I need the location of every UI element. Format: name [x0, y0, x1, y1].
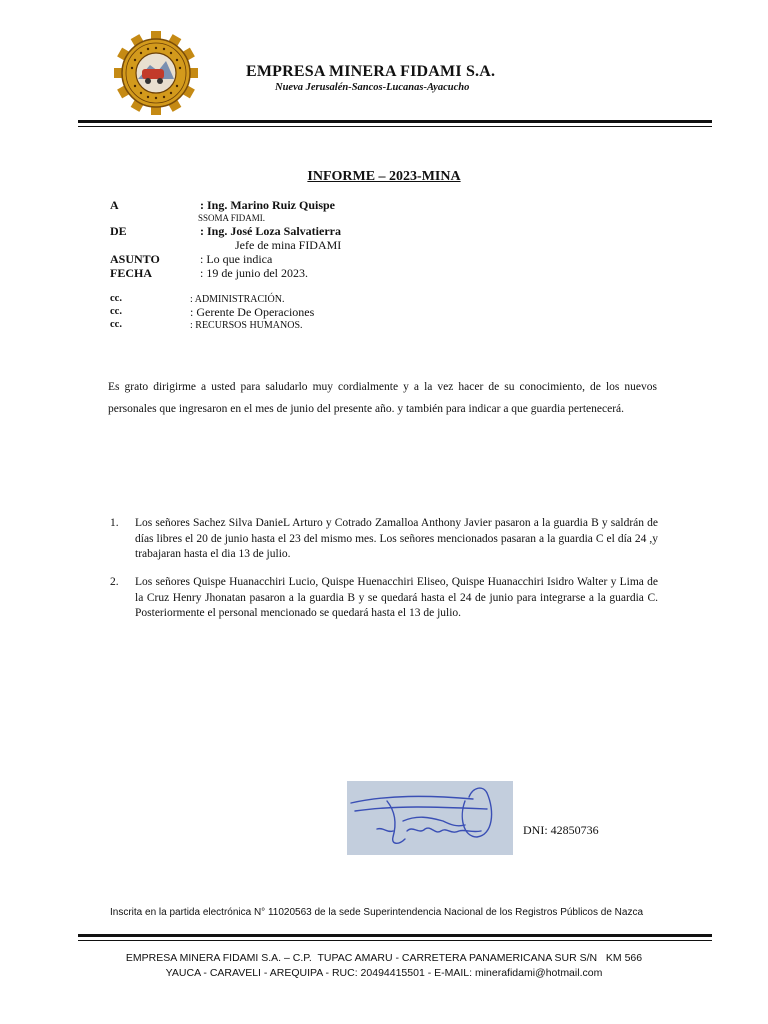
list-item-number: 1. — [110, 517, 119, 529]
field-label-to: A — [110, 198, 119, 212]
footer-address-line: EMPRESA MINERA FIDAMI S.A. – C.P. TUPAC AMARU - CARRETERA PANAMERICANA SUR S/N KM 566 — [125, 952, 643, 964]
list-item — [110, 575, 660, 640]
field-sub-to: SSOMA FIDAMI. — [198, 213, 266, 223]
field-value-to: : Ing. Marino Ruiz Quispe — [200, 198, 336, 212]
header-rule-thick — [78, 120, 712, 123]
signature-image — [347, 781, 513, 855]
footer-rule-thin — [78, 940, 712, 941]
field-label-subject: ASUNTO — [110, 252, 160, 266]
field-label-from: DE — [110, 224, 127, 238]
list-item-number: 2. — [110, 576, 119, 588]
cc-value-operations: : Gerente De Operaciones — [190, 305, 315, 319]
footer-rule-thick — [78, 934, 712, 937]
field-sub-from: Jefe de mina FIDAMI — [235, 238, 342, 252]
list-item — [110, 516, 660, 566]
company-address: Nueva Jerusalén-Sancos-Lucanas-Ayacucho — [275, 82, 470, 93]
list-item-text: Los señores Sachez Silva DanieL Arturo y Cotrado Zamalloa Anthony Javier pasaron a la guardia B y saldrán de días libres el 20 de junio hasta el 23 del mismo mes. Los señores mencionados pasaran a la guardia C el día 24 ,y trabajaran hasta el dia 13 de julio. — [135, 517, 658, 560]
company-logo-seal — [110, 31, 202, 115]
field-value-subject: : Lo que indica — [200, 252, 273, 266]
cc-label: cc. — [110, 306, 122, 317]
intro-paragraph: Es grato dirigirme a usted para saludarlo muy cordialmente y a la vez hacer de su conocimiento, de los nuevos personales que ingresaron en el mes de junio del presente año. y también para indicar a que guardia pertenecerá. — [108, 381, 657, 415]
cc-value-administration: : ADMINISTRACIÓN. — [190, 294, 285, 305]
signer-dni: DNI: 42850736 — [523, 823, 599, 837]
cc-label: cc. — [110, 319, 122, 330]
list-item-text: Los señores Quispe Huanacchiri Lucio, Quispe Huenacchiri Eliseo, Quispe Huanacchiri Isidro Walter y Lima de la Cruz Henry Jhonatan pasaron a la guardia B y se quedará hasta el 24 de junio para integrarse a la guardia C. Posteriormente el personal mencionado se quedará hasta el 13 de julio. — [135, 576, 658, 619]
field-value-date: : 19 de junio del 2023. — [200, 266, 308, 280]
report-title: INFORME – 2023-MINA — [307, 169, 461, 184]
footer-contact-line: YAUCA - CARAVELI - AREQUIPA - RUC: 20494415501 - E-MAIL: minerafidami@hotmail.com — [165, 967, 603, 979]
cc-label: cc. — [110, 293, 122, 304]
header-rule-thin — [78, 126, 712, 127]
company-name: EMPRESA MINERA FIDAMI S.A. — [246, 63, 496, 80]
field-value-from: : Ing. José Loza Salvatierra — [200, 224, 341, 238]
field-label-date: FECHA — [110, 266, 152, 280]
cc-value-hr: : RECURSOS HUMANOS. — [190, 320, 303, 331]
registry-note: Inscrita en la partida electrónica N° 11020563 de la sede Superintendencia Nacional de los Registros Públicos de Nazca — [110, 907, 644, 918]
